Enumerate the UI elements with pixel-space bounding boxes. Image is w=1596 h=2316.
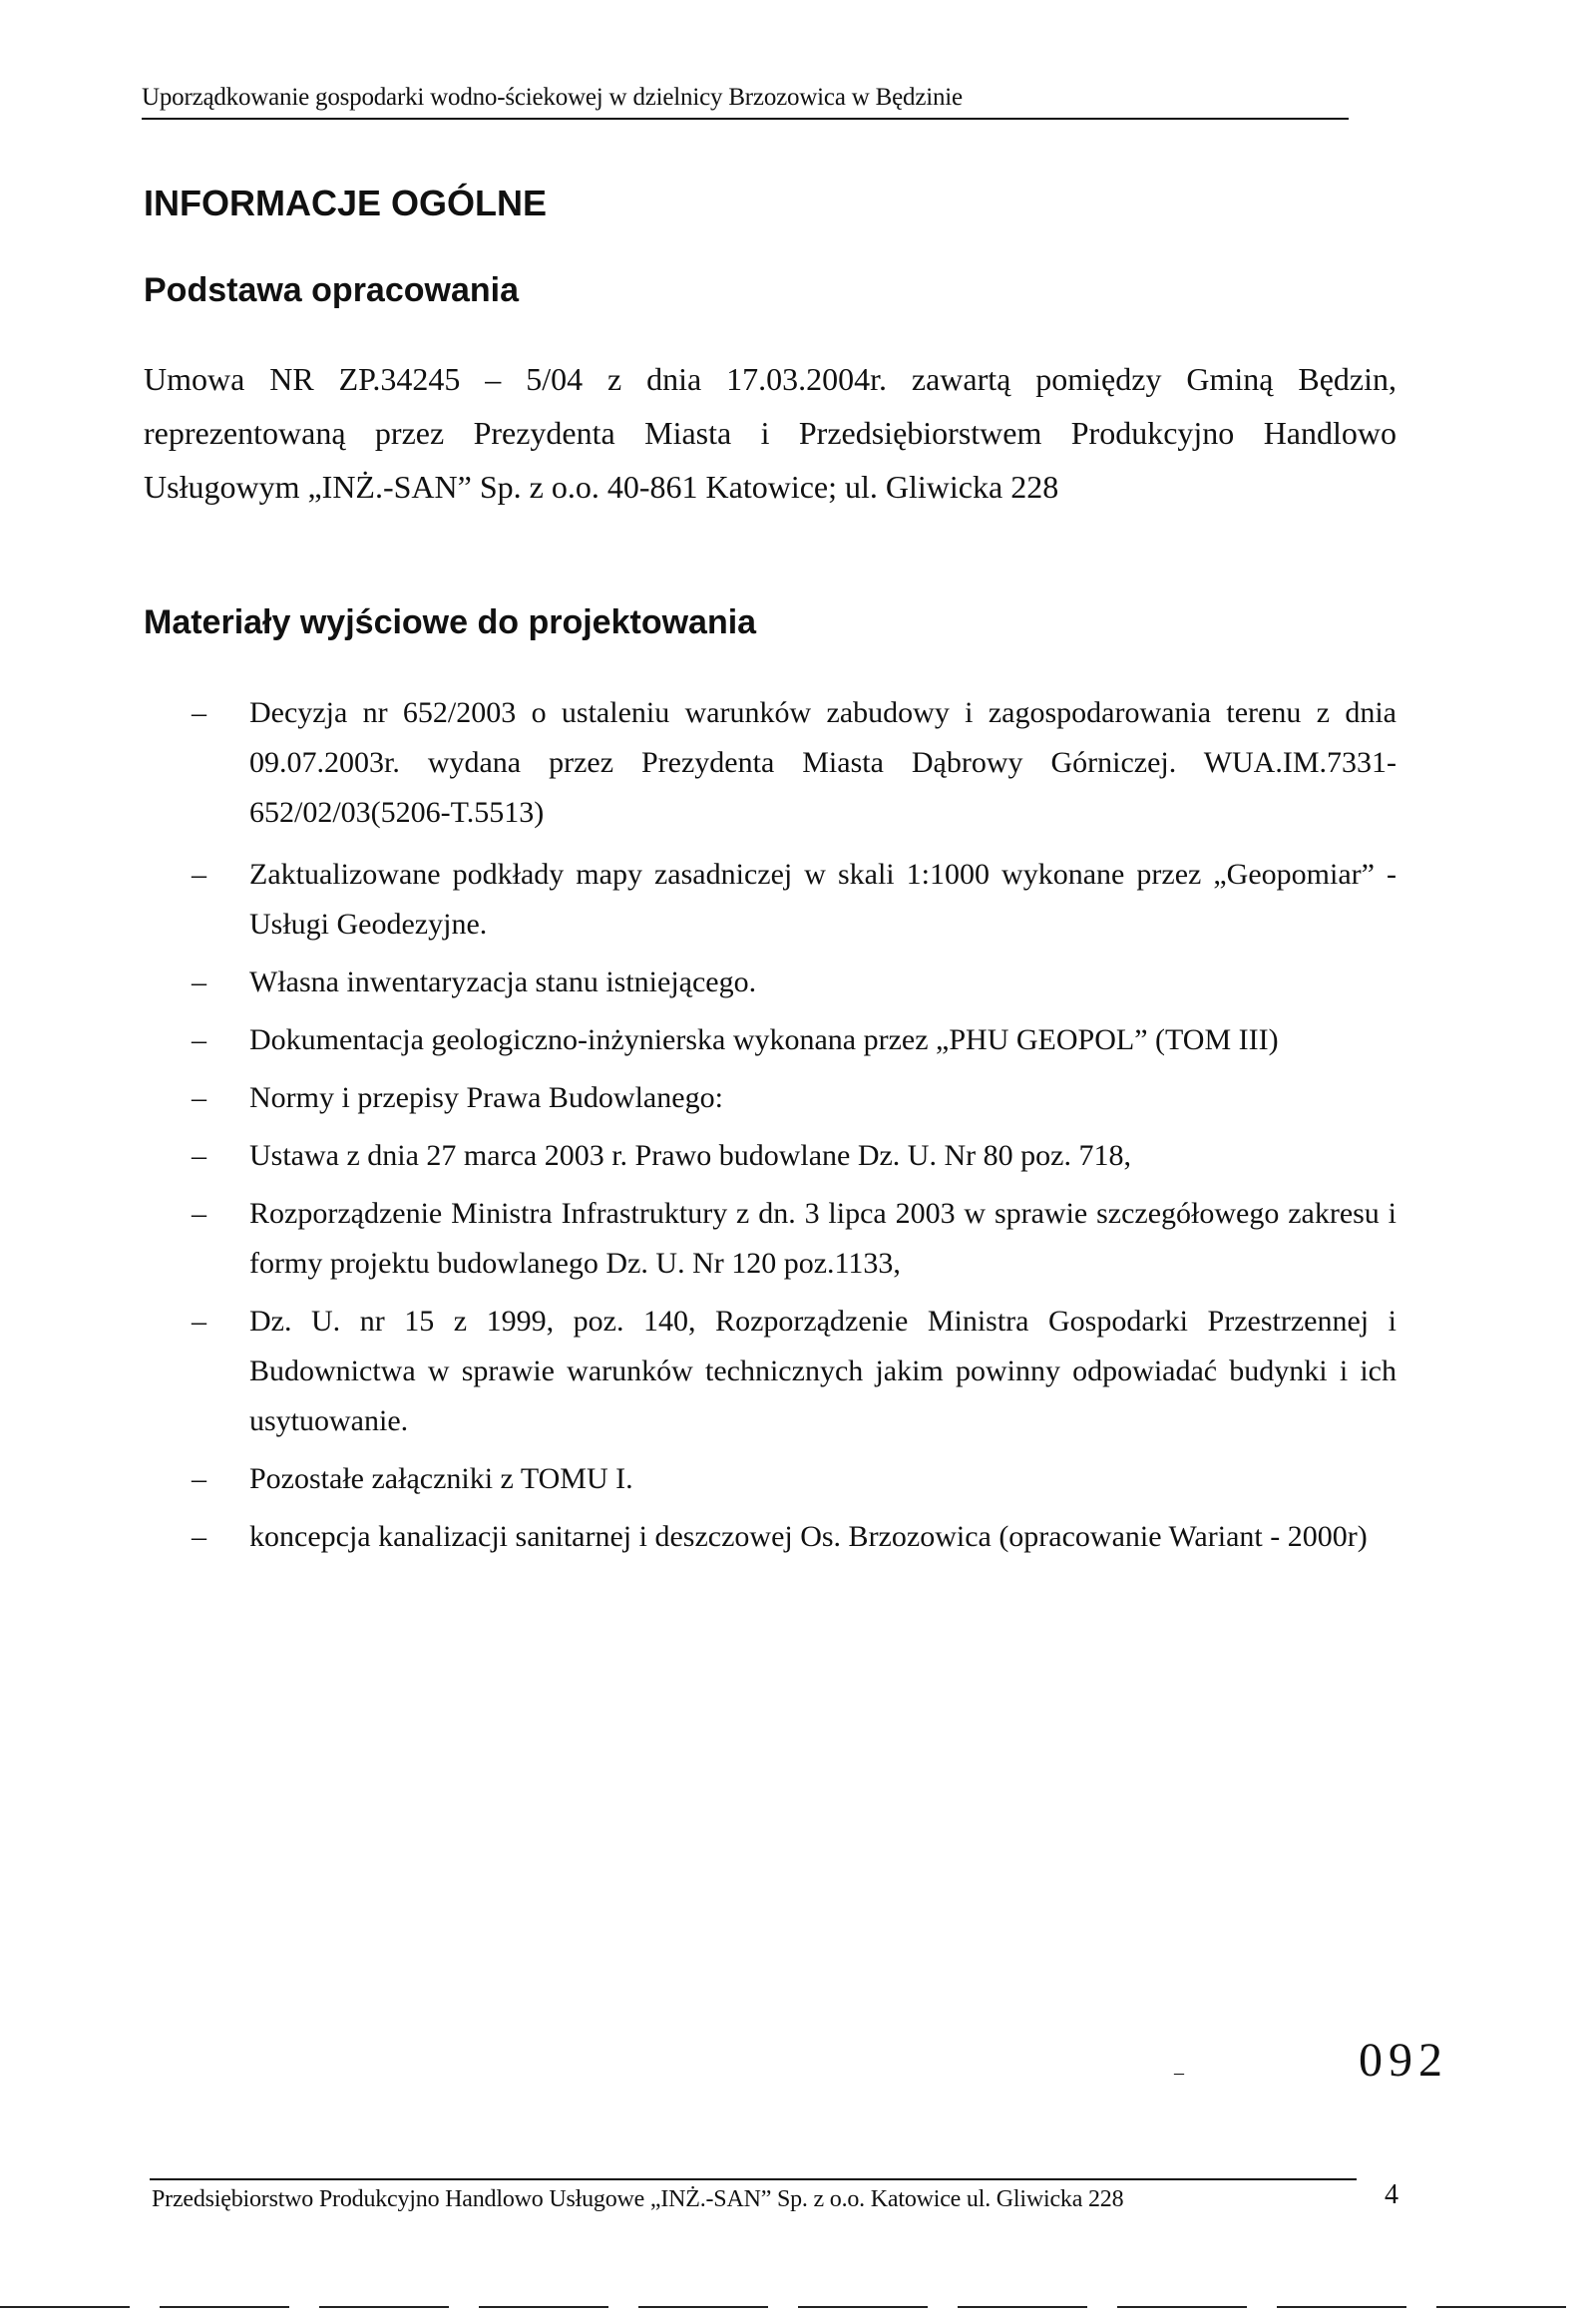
list-item bbox=[192, 1297, 1396, 1446]
materials-list bbox=[192, 688, 1396, 1562]
basis-paragraph: Umowa NR ZP.34245 – 5/04 z dnia 17.03.2004r. zawartą pomiędzy Gminą Będzin, reprezentowaną przez Prezydenta Miasta i Przedsiębiorstwem Produkcyjno Handlowo Usługowym „INŻ.-SAN” Sp. z o.o. 40-861 Katowice; ul. Gliwicka 228 bbox=[144, 361, 1396, 505]
bullet-dash: – bbox=[192, 1139, 206, 1172]
list-item-text: Dokumentacja geologiczno-inżynierska wykonana przez „PHU GEOPOL” (TOM III) bbox=[249, 1023, 1279, 1056]
list-item bbox=[192, 688, 1396, 838]
running-header: Uporządkowanie gospodarki wodno-ściekowej w dzielnicy Brzozowica w Będzinie bbox=[142, 84, 963, 111]
bullet-dash: – bbox=[192, 1023, 206, 1056]
page-title: INFORMACJE OGÓLNE bbox=[144, 183, 548, 223]
list-item-text: Własna inwentaryzacja stanu istniejącego. bbox=[249, 965, 757, 998]
list-item bbox=[192, 1512, 1396, 1562]
list-item-text: Pozostałe załączniki z TOMU I. bbox=[249, 1462, 633, 1495]
list-item bbox=[192, 1454, 1396, 1504]
list-item-text: Decyzja nr 652/2003 o ustaleniu warunków zabudowy i zagospodarowania terenu z dnia 09.07.2003r. wydana przez Prezydenta Miasta Dąbrowy Górniczej. WUA.IM.7331-652/02/03(5206-T.5513) bbox=[249, 696, 1396, 829]
footer-company: Przedsiębiorstwo Produkcyjno Handlowo Usługowe „INŻ.-SAN” Sp. z o.o. Katowice ul. Gliwicka 228 bbox=[152, 2186, 1124, 2212]
list-item bbox=[192, 1073, 1396, 1123]
section-heading-materials: Materiały wyjściowe do projektowania bbox=[144, 603, 757, 641]
stamp-page-number: 092 bbox=[1359, 2034, 1448, 2087]
footer-rule bbox=[150, 2178, 1357, 2180]
list-item bbox=[192, 1189, 1396, 1289]
page-number: 4 bbox=[1385, 2179, 1398, 2210]
header-rule bbox=[142, 118, 1349, 120]
list-item bbox=[192, 958, 1396, 1007]
list-item-text: Rozporządzenie Ministra Infrastruktury z dn. 3 lipca 2003 w sprawie szczegółowego zakresu i formy projektu budowlanego Dz. U. Nr 120 poz.1133, bbox=[249, 1197, 1396, 1280]
stamp-mark: – bbox=[1174, 2062, 1184, 2084]
list-item bbox=[192, 1131, 1396, 1181]
bullet-dash: – bbox=[192, 858, 206, 891]
bullet-dash: – bbox=[192, 1520, 206, 1553]
bullet-dash: – bbox=[192, 1197, 206, 1230]
list-item-text: Dz. U. nr 15 z 1999, poz. 140, Rozporządzenie Ministra Gospodarki Przestrzennej i Budownictwa w sprawie warunków technicznych jakim powinny odpowiadać budynki i ich usytuowanie. bbox=[249, 1305, 1396, 1437]
list-item-text: Zaktualizowane podkłady mapy zasadniczej w skali 1:1000 wykonane przez „Geopomiar” - Usługi Geodezyjne. bbox=[249, 858, 1396, 941]
list-item-text: koncepcja kanalizacji sanitarnej i deszczowej Os. Brzozowica (opracowanie Wariant - 2000r) bbox=[249, 1520, 1368, 1553]
list-item-text: Normy i przepisy Prawa Budowlanego: bbox=[249, 1081, 723, 1114]
bullet-dash: – bbox=[192, 1081, 206, 1114]
section-heading-basis: Podstawa opracowania bbox=[144, 271, 519, 309]
bullet-dash: – bbox=[192, 1305, 206, 1338]
list-item bbox=[192, 850, 1396, 950]
bullet-dash: – bbox=[192, 965, 206, 998]
list-item bbox=[192, 1015, 1396, 1065]
bullet-dash: – bbox=[192, 696, 206, 729]
bullet-dash: – bbox=[192, 1462, 206, 1495]
scan-edge-line bbox=[0, 2306, 1596, 2308]
list-item-text: Ustawa z dnia 27 marca 2003 r. Prawo budowlane Dz. U. Nr 80 poz. 718, bbox=[249, 1139, 1131, 1172]
